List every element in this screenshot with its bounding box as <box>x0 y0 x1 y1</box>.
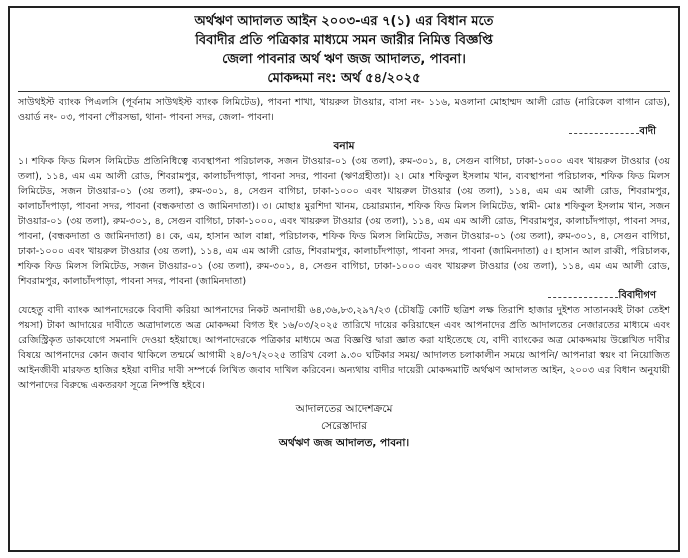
plaintiff-role: বাদী <box>18 125 656 139</box>
divider <box>18 91 670 92</box>
versus-label: বনাম <box>333 140 355 152</box>
signatory-court: অর্থঋণ জজ আদালত, পাবনা। <box>278 437 410 449</box>
court-name: জেলা পাবনার অর্থ ঋণ জজ আদালত, পাবনা। <box>222 52 466 67</box>
court-notice <box>8 6 680 552</box>
signatory-title: সেরেস্তাদার <box>320 420 368 432</box>
signature-block <box>18 401 670 452</box>
defendant-details: ১। শফিক ফিড মিলস লিমিটেড প্রতিনিধিত্বে ব্যবস্থাপনা পরিচালক, সজন টাওয়ার-০১ (৩য় তলা), রুম-৩০১, ৪, সেগুন বাগিচা, ঢাকা-১০০০ এবং খায়রুল টাওয়ার (৩য় তলা), ১১৪, এম এম আলী রোড, শিবরামপুর, কালাচাঁদপাড়া, পাবনা সদর, পাবনা (ঋণগ্রহীতা)। ২। মোঃ শফিকুল ইসলাম খান, ব্যবস্থাপনা পরিচালক, শফিক ফিড মিলস লিমিটেড, সজন টাওয়ার-০১ (৩য় তলা), রুম-৩০১, ৪, সেগুন বাগিচা, ঢাকা-১০০০ এবং খায়রুল টাওয়ার (৩য় তলা), ১১৪, এম এম আলী রোড, শিবরামপুর, কালাচাঁদপাড়া, পাবনা সদর, পাবনা (বন্ধকদাতা ও জামিনদাতা)। ৩। মোছাঃ মুরশিদা খানম, চেয়ারম্যান, শফিক ফিড মিলস লিমিটেড, স্বামী- মোঃ শফিকুল ইসলাম খান, সজন টাওয়ার-০১ (৩য় তলা), রুম-৩০১, ৪, সেগুন বাগিচা, ঢাকা-১০০০, এবং খায়রুল টাওয়ার (৩য় তলা), ১১৪, এম এম আলী রোড, শিবরামপুর, কালাচাঁদপাড়া, পাবনা সদর, পাবনা, (বন্ধকদাতা ও জামিনদাতা) ৪। কে, এম, হাসান আল বান্না, পরিচালক, শফিক ফিড মিলস লিমিটেড, সজন টাওয়ার-০১ (৩য় তলা), রুম-৩০১, ৪, সেগুন বাগিচা, ঢাকা-১০০০ এবং খায়রুল টাওয়ার (৩য় তলা), ১১৪, এম এম আলী রোড, শিবরামপুর, কালাচাঁদপাড়া, পাবনা সদর, পাবনা (জামিনদাতা) ৫। হাসান আল রাব্বী, পরিচালক, শফিক ফিড মিলস লিমিটেড, সজন টাওয়ার-০১ (৩য় তলা), রুম-৩০১, ৪, সেগুন বাগিচা, ঢাকা-১০০০ এবং খায়রুল টাওয়ার (৩য় তলা), ১১৪, এম এম আলী রোড, শিবরামপুর, কালাচাঁদপাড়া, পাবনা সদর, পাবনা (জামিনদাতা) <box>18 156 670 287</box>
notice-subtitle: বিবাদীর প্রতি পত্রিকার মাধ্যমে সমন জারীর নিমিত্ত বিজ্ঞপ্তি <box>195 33 493 48</box>
defendant-role: বিবাদীগণ <box>18 289 656 303</box>
notice-body: যেহেতু বাদী ব্যাংক আপনাদেরকে বিবাদী করিয়া আপনাদের নিকট অনাদায়ী ৬৪,৩৬,৮৩,২৯৭/২৩ (চৌষট্টি কোটি ছত্রিশ লক্ষ তিরাশি হাজার দুইশত সাতানব্বই টাকা তেইশ পয়সা) টাকা আদায়ের দাবীতে অত্রাদালতে অত্র মোকদ্দমা বিগত ইং ১৬/০৩/২০২৫ তারিখে দায়ের করিয়াছেন এবং আপনাদের প্রতি আদালতের নেজারতের মাধ্যমে এবং রেজিস্ট্রিকৃত ডাকযোগে সমনাদি দেওয়া হইয়াছে। আপনাদেরকে পত্রিকার মাধ্যমে অত্র বিজ্ঞপ্তি দ্বারা জ্ঞাত করা যাইতেছে যে, বাদী ব্যাংকের অত্র মোকদ্দমায় উল্লেখিত দাবীর বিষয়ে আপনাদের কোন জবাব থাকিলে তন্মর্মে আগামী ২৪/০৭/২০২৫ তারিখ বেলা ৯.৩০ ঘটিকার সময়/ আদালত চলাকালীন সময়ে আপনি/ আপনারা স্বয়ং বা নিয়োজিত আইনজীবী মারফত হাজির হইয়া বাদীর দাবী সম্পর্কে লিখিত জবাব দাখিল করিবেন। অন্যথায় বাদীর দায়েরী মোকদ্দমাটি অর্থঋণ আদালত আইন, ২০০৩ এর বিধান অনুযায়ী আপনাদের বিরুদ্ধে একতরফা সূত্রে নিষ্পত্তি হইবে। <box>18 305 670 391</box>
case-number: মোকদ্দমা নং: অর্থ ৫৪/২০২৫ <box>267 71 421 86</box>
notice-title: অর্থঋণ আদালত আইন ২০০৩-এর ৭(১) এর বিধান মতে <box>194 14 494 29</box>
by-order-line: আদালতের আদেশক্রমে <box>295 403 393 415</box>
plaintiff-details: সাউথইস্ট ব্যাংক পিএলসি (পূর্বনাম সাউথইস্ট ব্যাংক লিমিটেড), পাবনা শাখা, খায়রুল টাওয়ার, বাসা নং- ১১৬, মওলানা মোহাম্মদ আলী রোড (নারিকেল বাগান রোড), ওয়ার্ড নং- ০৩, পাবনা পৌরসভা, থানা- পাবনা সদর, জেলা- পাবনা। <box>18 97 670 123</box>
